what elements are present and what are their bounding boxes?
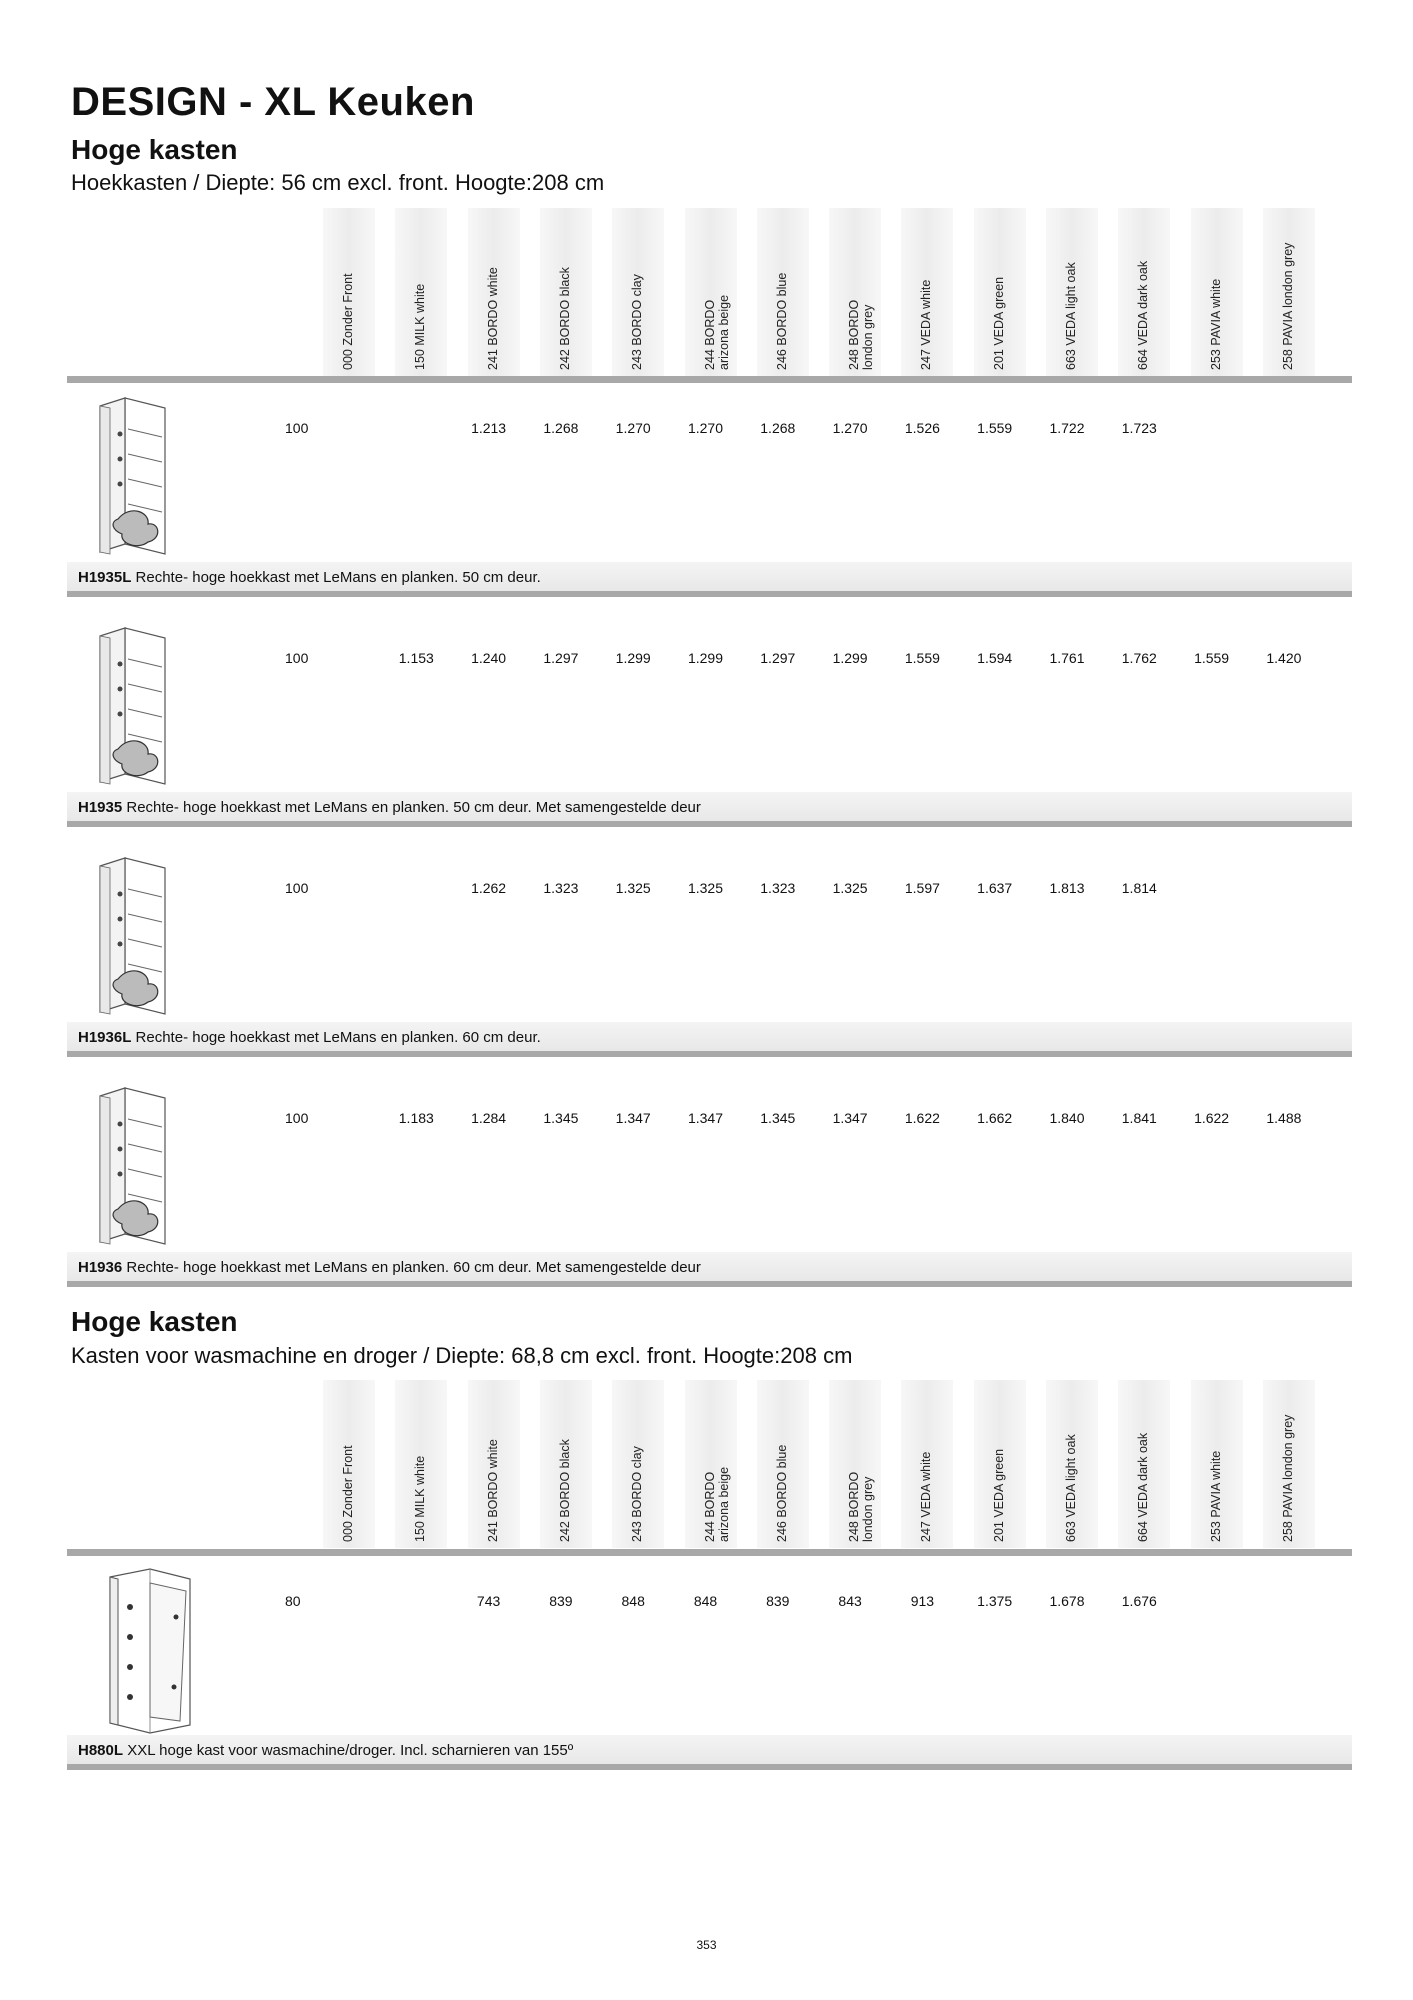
price-cell: 1.678 bbox=[1049, 1593, 1085, 1609]
price-cell: 1.284 bbox=[471, 1110, 507, 1126]
column-header bbox=[1191, 208, 1243, 376]
price-cell: 1.345 bbox=[543, 1110, 579, 1126]
price-cell: 1.325 bbox=[687, 880, 724, 896]
column-header bbox=[612, 1380, 664, 1548]
price-cell: 848 bbox=[621, 1593, 645, 1609]
column-header-label: 242 BORDO black bbox=[557, 267, 572, 370]
column-header-label: 243 BORDO clay bbox=[630, 274, 645, 370]
section-subheading: Kasten voor wasmachine en droger / Diepte: 68,8 cm excl. front. Hoogte:208 cm bbox=[71, 1343, 853, 1368]
product-description bbox=[78, 1259, 701, 1276]
size-value: 100 bbox=[285, 1110, 309, 1126]
column-header-label: 201 VEDA green bbox=[991, 1448, 1006, 1542]
price-cell: 1.262 bbox=[471, 880, 507, 896]
product-description bbox=[78, 799, 701, 816]
price-cell: 1.722 bbox=[1049, 420, 1085, 436]
column-header bbox=[1263, 1380, 1315, 1548]
column-header-label: 246 BORDO blue bbox=[774, 1444, 789, 1542]
column-header-label: 150 MILK white bbox=[413, 283, 428, 370]
price-cell: 1.299 bbox=[687, 650, 724, 666]
row-divider bbox=[67, 1051, 1352, 1057]
column-header-label: 242 BORDO black bbox=[557, 1439, 572, 1542]
column-header bbox=[612, 208, 664, 376]
price-cell: 1.299 bbox=[615, 650, 651, 666]
column-header bbox=[323, 208, 375, 376]
price-cell: 1.594 bbox=[977, 650, 1013, 666]
table-row bbox=[0, 614, 1413, 844]
column-header bbox=[468, 208, 520, 376]
column-header bbox=[540, 208, 592, 376]
price-cell: 1.323 bbox=[760, 880, 796, 896]
product-description-text: Rechte- hoge hoekkast met LeMans en planken. 60 cm deur. bbox=[131, 1029, 541, 1046]
price-cell: 843 bbox=[838, 1593, 862, 1609]
price-cell: 1.637 bbox=[977, 880, 1013, 896]
size-value: 100 bbox=[285, 650, 309, 666]
column-header bbox=[1191, 1380, 1243, 1548]
price-cell: 1.841 bbox=[1121, 1110, 1157, 1126]
column-header-label: 243 BORDO clay bbox=[630, 1446, 645, 1542]
column-header-label: 201 VEDA green bbox=[991, 276, 1006, 370]
description-band bbox=[67, 1022, 1352, 1051]
header-divider bbox=[67, 376, 1352, 383]
price-cell: 743 bbox=[476, 1593, 501, 1609]
column-header bbox=[540, 1380, 592, 1548]
column-header-label: 258 PAVIA london grey bbox=[1280, 1414, 1295, 1542]
table-row bbox=[0, 384, 1413, 614]
column-header-label: 664 VEDA dark oak bbox=[1136, 260, 1151, 370]
price-cell: 1.597 bbox=[904, 880, 940, 896]
column-header bbox=[1118, 1380, 1170, 1548]
column-header bbox=[901, 1380, 953, 1548]
price-cell: 1.268 bbox=[543, 420, 579, 436]
price-cell: 1.761 bbox=[1049, 650, 1085, 666]
price-cell: 1.297 bbox=[543, 650, 579, 666]
column-header-label: 246 BORDO blue bbox=[774, 272, 789, 370]
column-header bbox=[974, 208, 1026, 376]
column-header bbox=[685, 208, 737, 376]
price-cell: 1.270 bbox=[687, 420, 724, 436]
column-header-label: 247 VEDA white bbox=[919, 1451, 934, 1542]
cabinet-drawing-icon bbox=[90, 624, 210, 794]
column-header-label: 241 BORDO white bbox=[485, 267, 500, 370]
size-value: 80 bbox=[285, 1593, 301, 1609]
price-cell: 1.270 bbox=[615, 420, 651, 436]
size-value: 100 bbox=[285, 880, 309, 896]
column-header-label: 241 BORDO white bbox=[485, 1439, 500, 1542]
description-band bbox=[67, 1735, 1352, 1764]
price-cell: 1.559 bbox=[977, 420, 1013, 436]
product-code: H1936L bbox=[78, 1029, 132, 1046]
section-heading: Hoge kasten bbox=[71, 1306, 238, 1337]
column-header-label: 150 MILK white bbox=[413, 1455, 428, 1542]
price-cell: 1.526 bbox=[904, 420, 940, 436]
column-header bbox=[323, 1380, 375, 1548]
price-cell: 1.723 bbox=[1121, 420, 1157, 436]
description-band bbox=[67, 792, 1352, 821]
column-header-label: 000 Zonder Front bbox=[341, 1445, 355, 1542]
column-header-label: 258 PAVIA london grey bbox=[1280, 242, 1295, 370]
row-divider bbox=[67, 591, 1352, 597]
column-header-label: 664 VEDA dark oak bbox=[1136, 1432, 1151, 1542]
table-row bbox=[0, 1074, 1413, 1304]
price-cell: 1.662 bbox=[977, 1110, 1013, 1126]
row-divider bbox=[67, 821, 1352, 827]
column-header bbox=[757, 208, 809, 376]
description-band bbox=[67, 1252, 1352, 1281]
column-header bbox=[901, 208, 953, 376]
column-header bbox=[1046, 1380, 1098, 1548]
price-cell: 1.420 bbox=[1266, 650, 1302, 666]
price-cell: 1.762 bbox=[1121, 650, 1157, 666]
price-cell: 1.559 bbox=[1194, 650, 1230, 666]
price-cell: 1.559 bbox=[904, 650, 940, 666]
column-header bbox=[685, 1380, 737, 1548]
price-cell: 1.345 bbox=[760, 1110, 796, 1126]
product-code: H1936 bbox=[78, 1259, 123, 1276]
cabinet-drawing-icon bbox=[90, 1567, 210, 1737]
column-header-label: 247 VEDA white bbox=[919, 279, 934, 370]
price-cell: 1.347 bbox=[687, 1110, 724, 1126]
column-header-label: 253 PAVIA white bbox=[1208, 278, 1223, 370]
section-heading: Hoge kasten bbox=[71, 134, 238, 165]
column-header-label: 000 Zonder Front bbox=[341, 273, 355, 370]
size-value: 100 bbox=[285, 420, 309, 436]
cabinet-drawing-icon bbox=[90, 1084, 210, 1254]
column-header-label: 663 VEDA light oak bbox=[1064, 1434, 1078, 1542]
product-description bbox=[78, 1029, 541, 1046]
column-header-label: 244 BORDO arizona beige bbox=[702, 294, 731, 370]
section-subheading: Hoekkasten / Diepte: 56 cm excl. front. Hoogte:208 cm bbox=[71, 170, 605, 195]
price-cell: 1.270 bbox=[832, 420, 868, 436]
product-description-text: Rechte- hoge hoekkast met LeMans en planken. 50 cm deur. Met samengestelde deur bbox=[122, 799, 701, 816]
price-cell: 1.813 bbox=[1049, 880, 1085, 896]
page-number: 353 bbox=[696, 1938, 717, 1952]
column-header bbox=[468, 1380, 520, 1548]
price-cell: 1.676 bbox=[1121, 1593, 1157, 1609]
row-divider bbox=[67, 1764, 1352, 1770]
price-cell: 839 bbox=[549, 1593, 573, 1609]
price-cell: 1.268 bbox=[760, 420, 796, 436]
column-header-label: 244 BORDO arizona beige bbox=[702, 1466, 731, 1542]
product-description-text: Rechte- hoge hoekkast met LeMans en planken. 50 cm deur. bbox=[131, 569, 541, 586]
column-header bbox=[829, 208, 881, 376]
price-cell: 1.375 bbox=[977, 1593, 1013, 1609]
price-cell: 1.213 bbox=[471, 420, 507, 436]
column-header bbox=[974, 1380, 1026, 1548]
price-cell: 1.840 bbox=[1049, 1110, 1085, 1126]
column-header-label: 248 BORDO london grey bbox=[847, 1471, 876, 1542]
table-row bbox=[0, 1557, 1413, 1787]
column-header-label: 663 VEDA light oak bbox=[1064, 262, 1078, 370]
table-row bbox=[0, 844, 1413, 1074]
product-description-text: Rechte- hoge hoekkast met LeMans en planken. 60 cm deur. Met samengestelde deur bbox=[122, 1259, 701, 1276]
price-cell: 839 bbox=[766, 1593, 790, 1609]
product-code: H1935L bbox=[78, 569, 132, 586]
product-code: H880L bbox=[78, 1742, 124, 1759]
price-cell: 1.488 bbox=[1266, 1110, 1302, 1126]
column-header bbox=[1263, 208, 1315, 376]
column-header bbox=[1118, 208, 1170, 376]
price-cell: 1.297 bbox=[760, 650, 796, 666]
price-cell: 1.814 bbox=[1121, 880, 1157, 896]
price-cell: 913 bbox=[910, 1593, 935, 1609]
price-cell: 1.323 bbox=[543, 880, 579, 896]
product-description bbox=[78, 569, 541, 586]
header-divider bbox=[67, 1549, 1352, 1556]
product-code: H1935 bbox=[78, 799, 123, 816]
price-cell: 1.299 bbox=[832, 650, 868, 666]
price-cell: 1.153 bbox=[398, 650, 434, 666]
price-cell: 848 bbox=[693, 1593, 718, 1609]
description-band bbox=[67, 562, 1352, 591]
cabinet-drawing-icon bbox=[90, 854, 210, 1024]
price-cell: 1.325 bbox=[615, 880, 651, 896]
price-cell: 1.622 bbox=[1194, 1110, 1230, 1126]
column-header-label: 253 PAVIA white bbox=[1208, 1450, 1223, 1542]
column-header bbox=[757, 1380, 809, 1548]
page-title: DESIGN - XL Keuken bbox=[71, 80, 475, 124]
column-header bbox=[829, 1380, 881, 1548]
row-divider bbox=[67, 1281, 1352, 1287]
column-header bbox=[1046, 208, 1098, 376]
price-cell: 1.183 bbox=[398, 1110, 434, 1126]
price-cell: 1.240 bbox=[471, 650, 507, 666]
product-description bbox=[78, 1742, 573, 1759]
price-cell: 1.347 bbox=[832, 1110, 868, 1126]
price-cell: 1.325 bbox=[832, 880, 868, 896]
column-header-label: 248 BORDO london grey bbox=[847, 299, 876, 370]
cabinet-drawing-icon bbox=[90, 394, 210, 564]
price-cell: 1.347 bbox=[615, 1110, 651, 1126]
column-header bbox=[395, 208, 447, 376]
product-description-text: XXL hoge kast voor wasmachine/droger. Incl. scharnieren van 155º bbox=[123, 1742, 574, 1759]
column-header bbox=[395, 1380, 447, 1548]
price-cell: 1.622 bbox=[904, 1110, 940, 1126]
